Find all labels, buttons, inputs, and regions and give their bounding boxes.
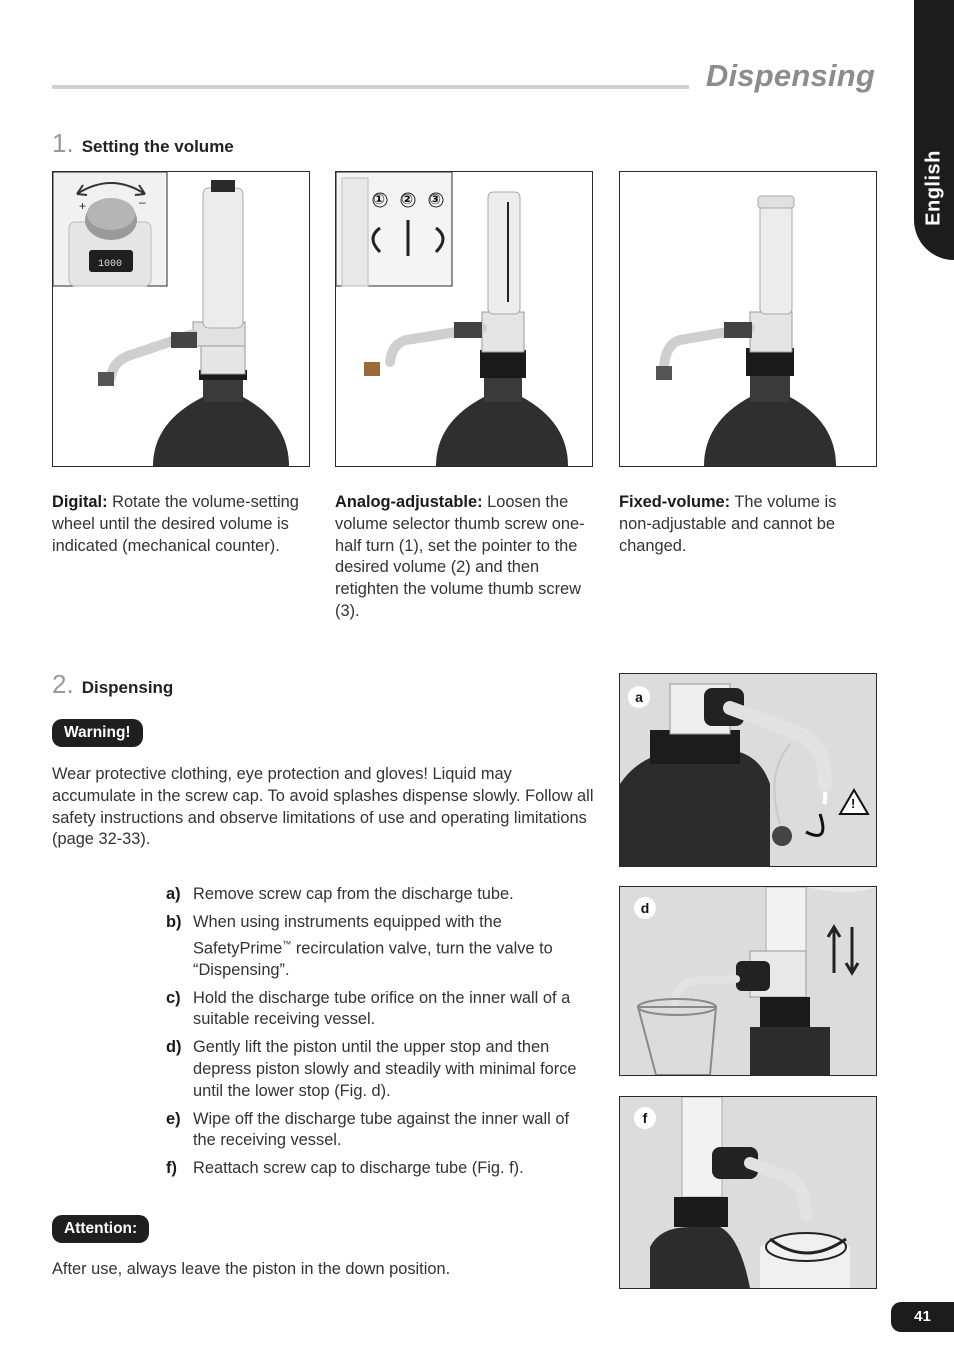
figure-a-warning-sign: ! — [851, 796, 856, 811]
inset-callout-1: ① — [373, 191, 385, 207]
language-tab-label: English — [922, 150, 945, 226]
fixed-caption-text: The volume is non-adjustable and cannot be changed. — [619, 493, 837, 555]
figure-f-photo — [619, 1096, 877, 1289]
step-c — [166, 988, 596, 1032]
digital-caption — [52, 492, 304, 557]
section-1-title: Setting the volume — [81, 137, 234, 156]
page-title: Dispensing — [705, 58, 875, 93]
dispensing-steps — [166, 884, 596, 1186]
step-f — [166, 1158, 596, 1180]
fixed-caption — [619, 492, 869, 557]
step-letter: c) — [166, 988, 181, 1007]
warning-badge: Warning! — [52, 719, 143, 747]
figure-d-label: d — [634, 897, 656, 919]
figure-a-label: a — [628, 686, 650, 708]
fixed-volume-dispenser-photo — [619, 171, 877, 467]
attention-text: After use, always leave the piston in the down position. — [52, 1260, 451, 1278]
analog-dispenser-photo — [335, 171, 593, 467]
language-tab — [914, 0, 954, 260]
warning-text: Wear protective clothing, eye protection and gloves! Liquid may accumulate in the screw cap. To avoid splashes dispense slowly. Follow all safety instructions and observe limitations of use and operating limitations (page 32-33). — [52, 765, 594, 849]
step-letter: d) — [166, 1038, 182, 1057]
step-text: Remove screw cap from the discharge tube. — [193, 885, 514, 903]
step-e — [166, 1109, 596, 1153]
step-text: Hold the discharge tube orifice on the inner wall of a suitable receiving vessel. — [193, 988, 571, 1029]
page-number: 41 — [891, 1302, 954, 1332]
analog-caption-label: Analog-adjustable: — [335, 493, 483, 511]
analog-caption-text: Loosen the volume selector thumb screw one-half turn (1), set the pointer to the desired volume (2) and then retighten the volume thumb screw (3). — [335, 493, 585, 620]
figure-a-photo — [619, 673, 877, 867]
analog-caption — [335, 492, 593, 623]
step-text: Reattach screw cap to discharge tube (Fig. f). — [193, 1159, 524, 1178]
figure-d-photo — [619, 886, 877, 1076]
header-rule — [52, 85, 689, 89]
step-letter: b) — [166, 912, 182, 931]
wheel-minus-sign: – — [139, 195, 146, 209]
section-1-heading — [52, 128, 234, 159]
step-d — [166, 1037, 596, 1102]
section-2-number: 2. — [52, 669, 74, 699]
inset-callout-2: ② — [401, 191, 413, 207]
step-letter: f) — [166, 1159, 177, 1178]
step-a — [166, 884, 596, 906]
digital-counter-readout: 1000 — [98, 259, 123, 270]
step-b-text-after: recirculation valve, turn the valve to “Dispensing”. — [193, 939, 553, 979]
section-2-heading — [52, 669, 173, 700]
section-2-title: Dispensing — [81, 678, 174, 697]
digital-dispenser-photo — [52, 171, 310, 467]
step-text — [193, 912, 596, 982]
figure-f-label: f — [634, 1107, 656, 1129]
step-text: Wipe off the discharge tube against the inner wall of the receiving vessel. — [193, 1109, 570, 1150]
step-letter: a) — [166, 885, 181, 903]
trademark-symbol: ™ — [282, 938, 292, 949]
step-b-text-before: When using instruments equipped with the SafetyPrime — [193, 912, 502, 958]
section-1-number: 1. — [52, 128, 74, 158]
step-text: Gently lift the piston until the upper stop and then depress piston slowly and steadily with minimal force until the lower stop (Fig. d). — [193, 1038, 577, 1100]
wheel-plus-sign: + — [79, 199, 87, 213]
step-b — [166, 912, 596, 982]
inset-callout-3: ③ — [429, 191, 441, 207]
fixed-caption-label: Fixed-volume: — [619, 493, 731, 511]
digital-caption-text: Rotate the volume-setting wheel until the desired volume is indicated (mechanical counter). — [52, 493, 299, 555]
step-letter: e) — [166, 1109, 181, 1128]
attention-badge: Attention: — [52, 1215, 149, 1243]
digital-caption-label: Digital: — [52, 493, 108, 511]
